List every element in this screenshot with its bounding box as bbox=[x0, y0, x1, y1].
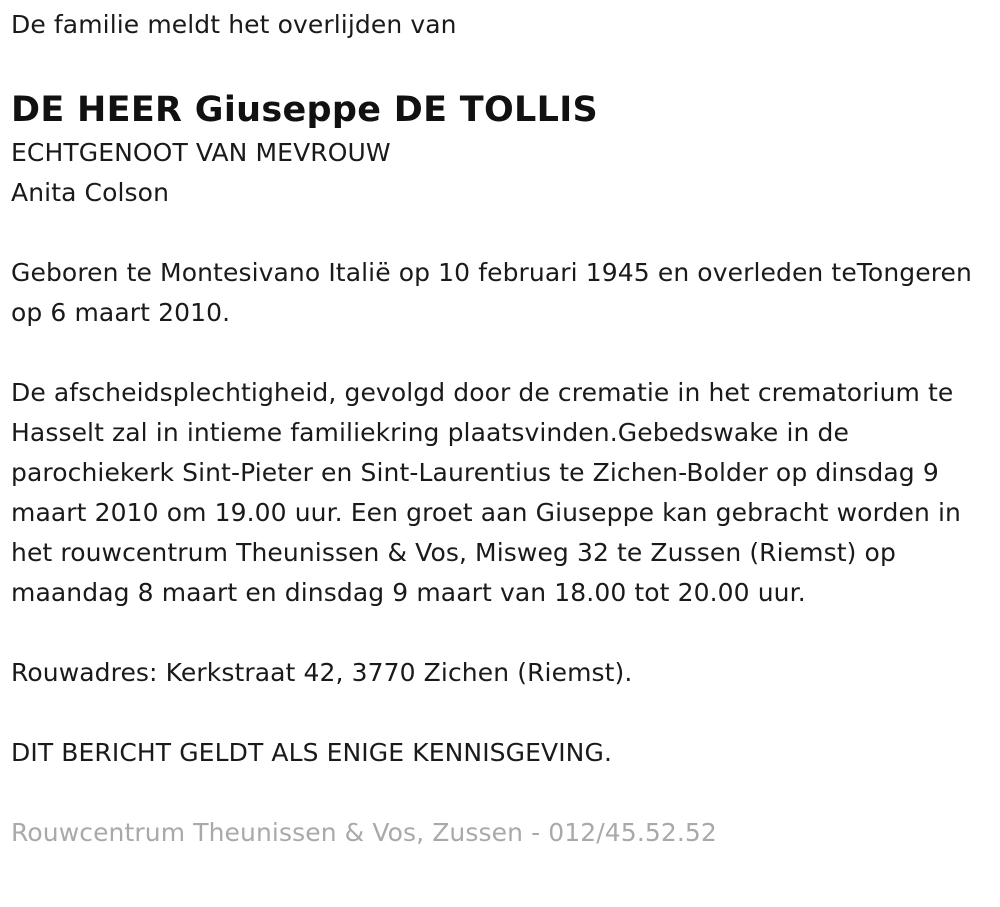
spouse-name: Anita Colson bbox=[11, 178, 170, 207]
spouse-role: ECHTGENOOT VAN MEVROUW bbox=[11, 138, 391, 167]
deceased-name: DE HEER Giuseppe DE TOLLIS bbox=[11, 90, 599, 130]
death-notice bbox=[11, 0, 986, 853]
ceremony-text: De afscheidsplechtigheid, gevolgd door de crematie in het crematorium te Hasselt zal in intieme familiekring plaatsvinden.Gebedswake in de parochiekerk Sint-Pieter en Sint-Laurentius te Zichen-Bolder op dinsdag 9 maart 2010 om 19.00 uur. Een groet aan Giuseppe kan gebracht worden in het rouwcentrum Theunissen & Vos, Misweg 32 te Zussen (Riemst) op maandag 8 maart en dinsdag 9 maart van 18.00 tot 20.00 uur. bbox=[11, 378, 969, 607]
announcement-text: DIT BERICHT GELDT ALS ENIGE KENNISGEVING. bbox=[11, 738, 612, 767]
birth-death-text: Geboren te Montesivano Italië op 10 februari 1945 en overleden teTongeren op 6 maart 2010. bbox=[11, 258, 981, 327]
intro-text: De familie meldt het overlijden van bbox=[11, 10, 457, 39]
mourning-address: Rouwadres: Kerkstraat 42, 3770 Zichen (Riemst). bbox=[11, 658, 633, 687]
funeral-home-footer: Rouwcentrum Theunissen & Vos, Zussen - 012/45.52.52 bbox=[11, 818, 717, 847]
